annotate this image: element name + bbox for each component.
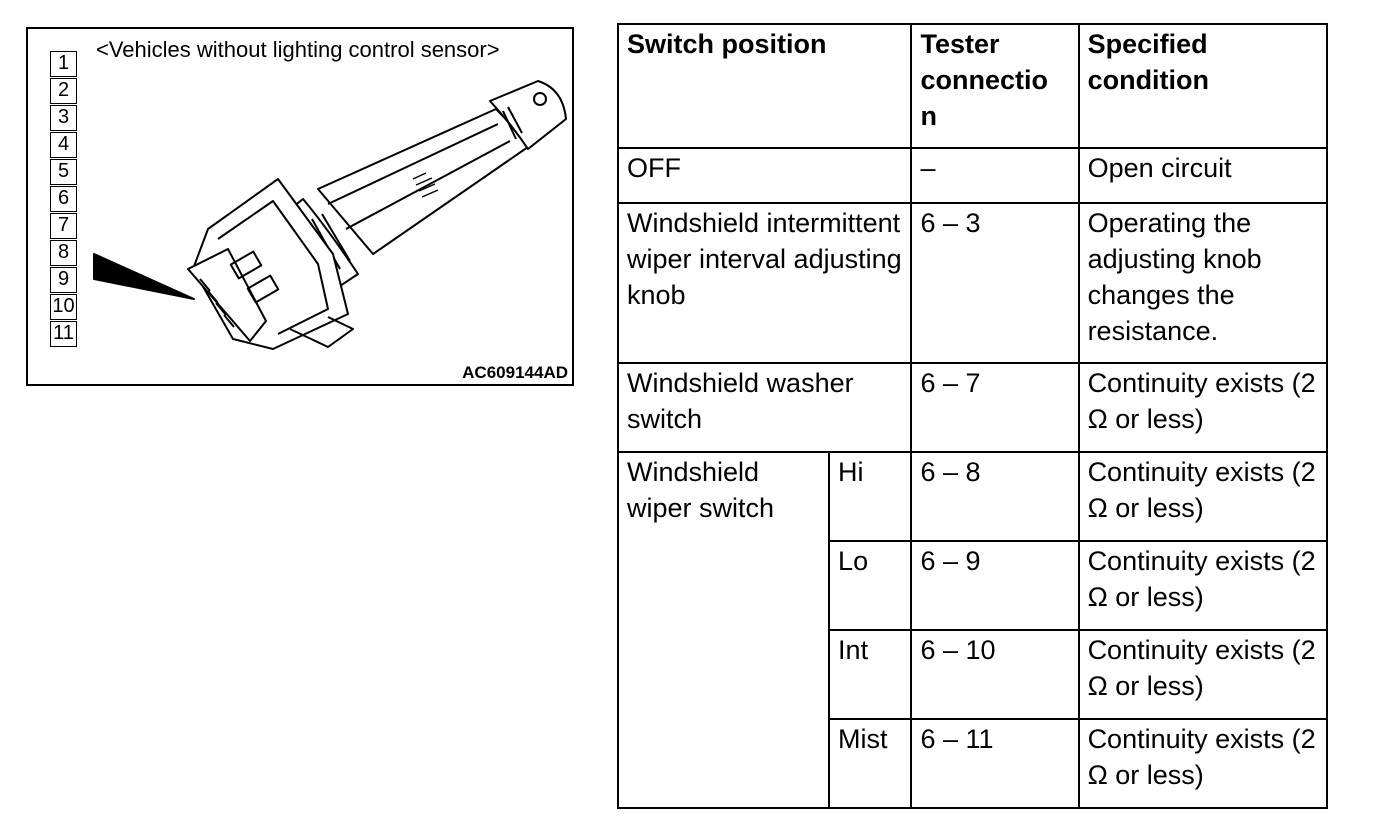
pin-label: 10 [50, 294, 77, 320]
wiper-switch-illustration [28, 29, 572, 384]
pin-label: 4 [50, 132, 77, 158]
pin-label: 9 [50, 267, 77, 293]
table-header-row [618, 24, 1327, 148]
cell-connection: 6 – 8 [911, 452, 1078, 541]
cell-connection: 6 – 7 [911, 363, 1078, 452]
pin-label: 7 [50, 213, 77, 239]
cell-position: Windshield washer switch [618, 363, 911, 452]
cell-mode: Mist [829, 719, 911, 808]
cell-position: Windshield wiper switch [618, 452, 829, 808]
cell-condition: Continuity exists (2 Ω or less) [1079, 363, 1327, 452]
pointer-arrow-icon [94, 254, 194, 299]
cell-condition: Operating the adjusting knob changes the resistance. [1079, 203, 1327, 363]
cell-position: OFF [618, 148, 911, 203]
cell-connection: 6 – 10 [911, 630, 1078, 719]
cell-condition: Open circuit [1079, 148, 1327, 203]
cell-mode: Lo [829, 541, 911, 630]
switch-inspection-table [617, 23, 1328, 809]
table-row [618, 203, 1327, 363]
pin-label: 1 [50, 51, 77, 77]
header-tester-connection: Tester connectio n [911, 24, 1078, 148]
cell-connection: 6 – 3 [911, 203, 1078, 363]
cell-mode: Hi [829, 452, 911, 541]
cell-condition: Continuity exists (2 Ω or less) [1079, 541, 1327, 630]
cell-connection: 6 – 9 [911, 541, 1078, 630]
table-row [618, 363, 1327, 452]
figure-caption: <Vehicles without lighting control sensor> [96, 37, 500, 62]
table-row [618, 148, 1327, 203]
cell-connection: – [911, 148, 1078, 203]
table-row [618, 452, 1327, 541]
cell-condition: Continuity exists (2 Ω or less) [1079, 452, 1327, 541]
pin-label: 2 [50, 78, 77, 104]
cell-condition: Continuity exists (2 Ω or less) [1079, 630, 1327, 719]
header-switch-position: Switch position [618, 24, 911, 148]
figure-code: AC609144AD [462, 363, 568, 382]
cell-position: Windshield intermittent wiper interval adjusting knob [618, 203, 911, 363]
header-specified-condition: Specified condition [1079, 24, 1327, 148]
pin-label: 6 [50, 186, 77, 212]
cell-connection: 6 – 11 [911, 719, 1078, 808]
cell-condition: Continuity exists (2 Ω or less) [1079, 719, 1327, 808]
pin-label: 5 [50, 159, 77, 185]
cell-mode: Int [829, 630, 911, 719]
pin-label: 3 [50, 105, 77, 131]
pin-label: 8 [50, 240, 77, 266]
connector-figure [26, 27, 574, 386]
pin-label: 11 [50, 321, 77, 347]
